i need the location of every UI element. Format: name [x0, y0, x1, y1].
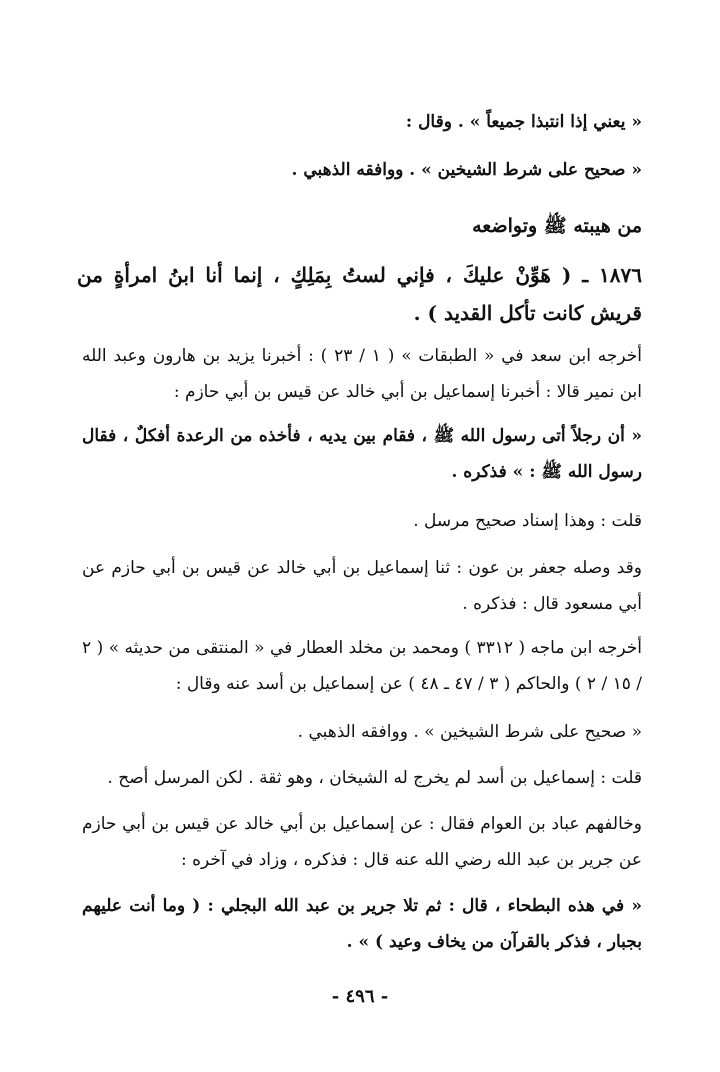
text-paragraph-p11: « في هذه البطحاء ، قال : ثم تلا جرير بن عبد الله البجلي : ( وما أنت عليهم بجبار ، فذكر بالقرآن من يخاف وعيد ) » . — [82, 896, 642, 952]
text-line-p9: قلت : إسماعيل بن أسد لم يخرج له الشيخان ، وهو ثقة . لكن المرسل أصح . — [107, 768, 642, 788]
text-line-p1: « يعني إذا انتبذا جميعاً » . وقال : — [405, 112, 642, 132]
text-paragraph-p3: أخرجه ابن سعد في « الطبقات » ( ١ / ٢٣ ) : أخبرنا يزيد بن هارون وعبد الله ابن نمير قالا : أخبرنا إسماعيل بن أبي خالد عن قيس بن أبي حازم : — [82, 346, 642, 402]
text-paragraph-p10: وخالفهم عباد بن العوام فقال : عن إسماعيل بن أبي خالد عن قيس بن أبي حازم عن جرير بن عبد الله رضي الله عنه قال : فذكره ، وزاد في آخره : — [82, 814, 642, 870]
section-heading: من هيبته ﷺ وتواضعه — [472, 215, 642, 237]
text-paragraph-p6: وقد وصله جعفر بن عون : ثنا إسماعيل بن أبي خالد عن قيس بن أبي حازم عن أبي مسعود قال : فذكره . — [82, 558, 642, 614]
text-line-p8: « صحيح على شرط الشيخين » . ووافقه الذهبي . — [297, 722, 642, 742]
text-paragraph-p7: أخرجه ابن ماجه ( ٣٣١٢ ) ومحمد بن مخلد العطار في « المنتقى من حديثه » ( ٢ / ١٥ / ٢ ) والحاكم ( ٣ / ٤٧ ـ ٤٨ ) عن إسماعيل بن أسد عنه وقال : — [82, 638, 643, 694]
page-number: - ٤٩٦ - — [331, 986, 389, 1007]
text-paragraph-p4: « أن رجلاً أتى رسول الله ﷺ ، فقام بين يديه ، فأخذه من الرعدة أفكلٌ ، فقال رسول الله ﷺ : » فذكره . — [82, 426, 642, 482]
text-line-p2: « صحيح على شرط الشيخين » . ووافقه الذهبي . — [291, 160, 642, 180]
hadith-text: ١٨٧٦ ـ ( هَوِّنْ عليكَ ، فإني لستُ بِمَلِكٍ ، إنما أنا ابنُ امرأةٍ من قريش كانت تأكل القديد ) . — [77, 263, 642, 325]
text-line-p5: قلت : وهذا إسناد صحيح مرسل . — [413, 511, 642, 531]
